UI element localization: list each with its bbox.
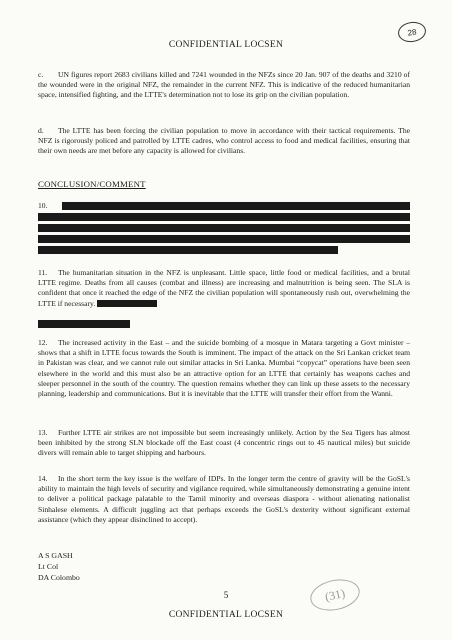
paragraph-11 <box>38 268 410 309</box>
redaction-bar <box>38 246 338 254</box>
redaction-bar <box>38 235 410 243</box>
paragraph-number: 14. <box>38 474 48 483</box>
page-number: 5 <box>223 590 229 600</box>
paragraph-12 <box>38 338 410 399</box>
paragraph-text: The humanitarian situation in the NFZ is unpleasant. Little space, little food or medical facilities, and a brutal LTTE regime. Deaths from all causes (combat and illness) are increasing and malnutrition is being seen. The SLA is confident that once it reached the edge of the NFZ the civilian population will spontaneously rush out, overwhelming the LTTE if necessary. <box>38 268 410 308</box>
paragraph-number: d. <box>38 126 44 135</box>
section-heading: CONCLUSION/COMMENT <box>38 179 146 189</box>
handwritten-stamp: (31) <box>307 575 362 615</box>
paragraph-c <box>38 70 410 101</box>
signatory-name: A S GASH <box>38 551 73 560</box>
signature-block <box>38 550 80 583</box>
paragraph-number: 11. <box>38 268 48 277</box>
paragraph-number: 13. <box>38 428 48 437</box>
paragraph-text: The increased activity in the East – and the suicide bombing of a mosque in Matara targeting a Govt minister – shows that a shift in LTTE focus towards the South is imminent. The impact of the attack on the Sri Lankan cricket team in Pakistan was clear, and we cannot rule out similar attacks in Sri Lanka. Mumbai “copycat” operations have been seen elsewhere in the world and this must also be an attractive option for an LTTE that certainly has weapons caches and sleeper personnel in the south of the country. The question remains whether they can link up these assets to the necessary planning, leadership and communications. But it is inevitable that the LTTE will transfer their effort from the Wanni. <box>38 338 410 399</box>
paragraph-number: c. <box>38 70 44 79</box>
paragraph-text: UN figures report 2683 civilians killed and 7241 wounded in the NFZs since 20 Jan. 907 of the deaths and 3210 of the wounded were in the original NFZ, the remainder in the current NFZ. This is indicative of the reduced humanitarian space, intensified fighting, and the LTTE's determination not to lose its grip on the civilian population. <box>38 70 410 100</box>
redaction-bar <box>38 320 130 328</box>
redaction-bar <box>38 224 410 232</box>
circled-page-number: 28 <box>397 20 428 44</box>
redaction-bar <box>38 213 410 221</box>
redaction-bar <box>62 202 410 210</box>
paragraph-13 <box>38 428 410 459</box>
paragraph-number: 10. <box>38 201 48 210</box>
classification-footer: CONFIDENTIAL LOCSEN <box>168 610 284 620</box>
redaction-bar <box>97 300 157 307</box>
paragraph-text: In the short term the key issue is the welfare of IDPs. In the longer term the centre of gravity will be the GoSL's ability to maintain the high levels of security and vigilance required, while simultaneously demonstrating a genuine intent to deliver a political package palatable to the Tamil minority and overseas diaspora - without alienating nationalist Sinhalese elements. A difficult juggling act that perhaps exceeds the GoSL's dexterity without significant external assistance (which they appear disinclined to accept). <box>38 474 410 524</box>
signatory-role: DA Colombo <box>38 573 80 582</box>
paragraph-text: The LTTE has been forcing the civilian population to move in accordance with their tactical requirements. The NFZ is rigorously policed and patrolled by LTTE cadres, who control access to food and medical facilities, ensuring that their own needs are met before any capacity is allowed for civilians. <box>38 126 410 156</box>
paragraph-text: Further LTTE air strikes are not impossible but seem increasingly unlikely. Action by the Sea Tigers has almost been inhibited by the strong SLN blockade off the East coast (4 concentric rings out to 45 nautical miles) but suicide divers will remain able to target shipping and harbours. <box>38 428 410 458</box>
paragraph-14 <box>38 474 410 525</box>
paragraph-d <box>38 126 410 157</box>
classification-header: CONFIDENTIAL LOCSEN <box>168 40 284 50</box>
signatory-rank: Lt Col <box>38 562 59 571</box>
paragraph-number: 12. <box>38 338 48 347</box>
